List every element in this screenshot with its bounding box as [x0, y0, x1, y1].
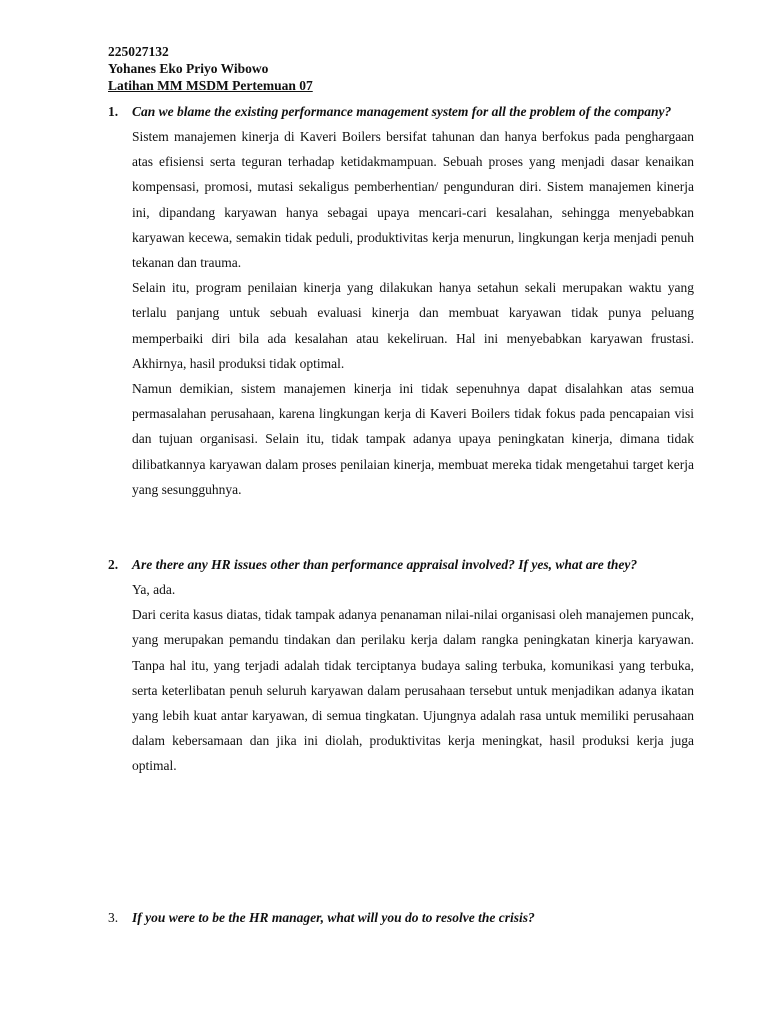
answer-paragraph: Dari cerita kasus diatas, tidak tampak adanya penanaman nilai-nilai organisasi oleh manajemen puncak, yang merupakan pemandu tindakan dan perilaku kerja dalam rangka peningkatan kinerja karyawan. Tanpa hal itu, yang terjadi adalah tidak terciptanya budaya saling terbuka, komunikasi yang terbuka, serta keterlibatan penuh seluruh karyawan dalam perusahaan tersebut untuk menjadikan adanya ikatan yang lebih kuat antar karyawan, di semua tingkatan. Ujungnya adalah rasa untuk memiliki perusahaan dalam kebersamaan dan jika ini diolah, produktivitas kerja meningkat, hasil produksi kerja juga optimal.	[132, 607, 694, 774]
question-title: Are there any HR issues other than performance appraisal involved? If yes, what are they?	[132, 557, 638, 572]
question-2	[108, 552, 694, 779]
answer-paragraph: Sistem manajemen kinerja di Kaveri Boilers bersifat tahunan dan hanya berfokus pada penghargaan atas efisiensi serta teguran terhadap ketidakmampuan. Sebuah proses yang menjadi dasar kenaikan kompensasi, promosi, mutasi sekaligus pemberhentian/ pengunduran diri. Sistem manajemen kinerja ini, dipandang karyawan hanya sebagai upaya mencari-cari kesalahan, sehingga menyebabkan karyawan kecewa, semakin tidak peduli, produktivitas kerja menurun, lingkungan kerja menjadi penuh tekanan dan trauma.	[132, 129, 694, 271]
answer-paragraph: Namun demikian, sistem manajemen kinerja ini tidak sepenuhnya dapat disalahkan atas semua permasalahan perusahaan, karena lingkungan kerja di Kaveri Boilers tidak fokus pada pencapaian visi dan tujuan organisasi. Selain itu, tidak tampak adanya upaya peningkatan kinerja, dimana tidak dilibatkannya karyawan dalam proses penilaian kinerja, membuat mereka tidak mengetahui target kerja yang sesungguhnya.	[132, 381, 694, 497]
answer-paragraph: Selain itu, program penilaian kinerja yang dilakukan hanya setahun sekali merupakan waktu yang terlalu panjang untuk sebuah evaluasi kinerja dan membuat karyawan tidak punya peluang memperbaiki diri bila ada kesalahan atau kekeliruan. Hal ini menyebabkan karyawan frustasi. Akhirnya, hasil produksi tidak optimal.	[132, 280, 694, 371]
student-id: 225027132	[108, 44, 169, 59]
question-title: Can we blame the existing performance management system for all the problem of the company?	[132, 104, 672, 119]
question-number: 3.	[108, 910, 119, 925]
course-line: Latihan MM MSDM Pertemuan 07	[108, 78, 313, 93]
question-number: 2.	[108, 557, 119, 572]
question-1	[108, 99, 694, 502]
document-header	[108, 43, 313, 94]
question-3	[108, 905, 694, 930]
student-name: Yohanes Eko Priyo Wibowo	[108, 61, 269, 76]
question-number: 1.	[108, 104, 119, 119]
question-title: If you were to be the HR manager, what will you do to resolve the crisis?	[132, 910, 535, 925]
answer-paragraph: Ya, ada.	[132, 582, 176, 597]
